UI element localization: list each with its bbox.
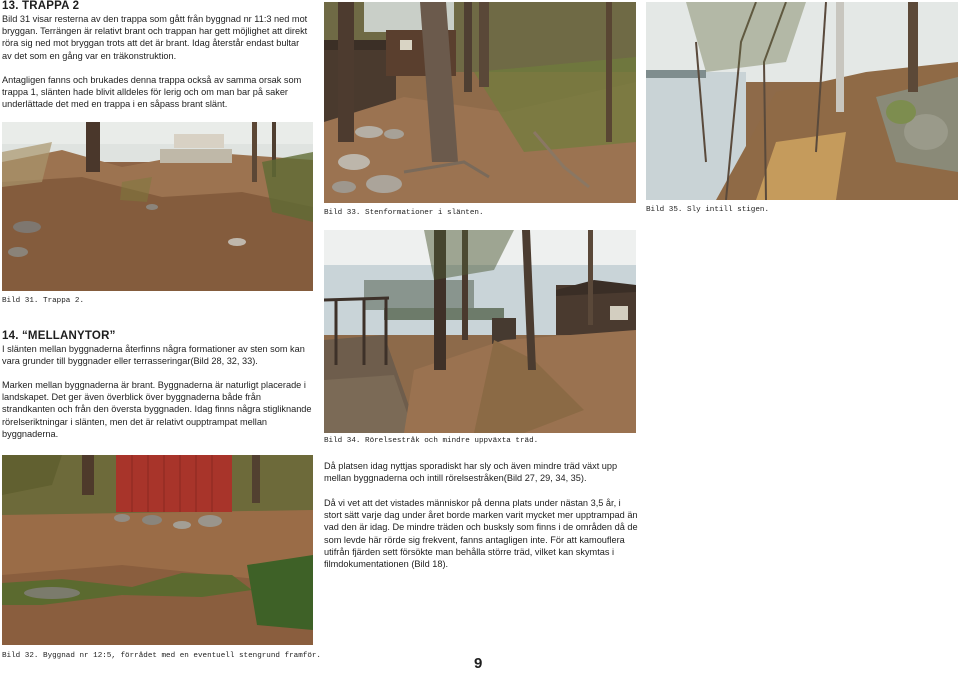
photo-bild-31-trappa (2, 122, 313, 291)
photo-bild-34-rorelsestrak (324, 230, 636, 433)
caption-bild-34: Bild 34. Rörelsestråk och mindre uppväxta träd. (324, 437, 539, 445)
caption-bild-31: Bild 31. Trappa 2. (2, 297, 85, 305)
section-14-paragraph-2: Marken mellan byggnaderna är brant. Byggnaderna är naturligt placerade i landskapet. Det ger även överblick över byggnaderna både från strandkanten och från den översta byggnaden. Idag finns några stigliknande rörelseriktningar i slänten, men det är relativt oupptrampat mellan byggnaderna. (2, 380, 312, 439)
caption-bild-35: Bild 35. Sly intill stigen. (646, 206, 770, 214)
right-paragraph-2: Då vi vet att det vistades människor på denna plats under nästan 3,5 år, i stort sätt varje dag under året borde marken varit mycket mer upptrampad än vad den är idag. De mindre träden och busksly som finns i de områden då de som levde här rörde sig frekvent, fanns antagligen inte. För att kamouflera utifrån fjärden sett försökte man behålla större träd, vilket kan skymtas i filmdokumentationen (Bild 18). (324, 498, 638, 570)
section-14-paragraph-1: I slänten mellan byggnaderna återfinns några formationer av sten som kan vara grunder till byggnader eller terrasseringar(Bild 28, 32, 33). (2, 344, 305, 367)
section-13-heading: 13. TRAPPA 2 (2, 0, 80, 12)
photo-bild-33-stenformationer (324, 2, 636, 203)
section-13-paragraph-2: Antagligen fanns och brukades denna trappa också av samma orsak som trappa 1, slänten hade blivit alldeles för lerig och om man bar på saker underlättade det med en trappa i en såpass brant slänt. (2, 75, 302, 110)
photo-bild-32-forrad (2, 455, 313, 645)
photo-bild-35-sly (646, 2, 958, 200)
page-number: 9 (474, 655, 483, 672)
section-13-paragraph-1: Bild 31 visar resterna av den trappa som gått från byggnad nr 11:3 ned mot bryggan. Terrängen är relativt brant och trappan har gett möjlighet att direkt röra sig ned mot bryggan trots att det är brant. Idag återstår endast bultar av det som en gång var en träkonstruktion. (2, 14, 308, 61)
caption-bild-33: Bild 33. Stenformationer i slänten. (324, 209, 484, 217)
right-paragraph-1: Då platsen idag nyttjas sporadiskt har sly och även mindre träd växt upp mellan byggnaderna och intill rörelsestråken(Bild 27, 29, 34, 35). (324, 461, 618, 484)
caption-bild-32: Bild 32. Byggnad nr 12:5, förrådet med en eventuell stengrund framför. (2, 652, 321, 660)
section-14-heading: 14. “MELLANYTOR” (2, 330, 116, 342)
